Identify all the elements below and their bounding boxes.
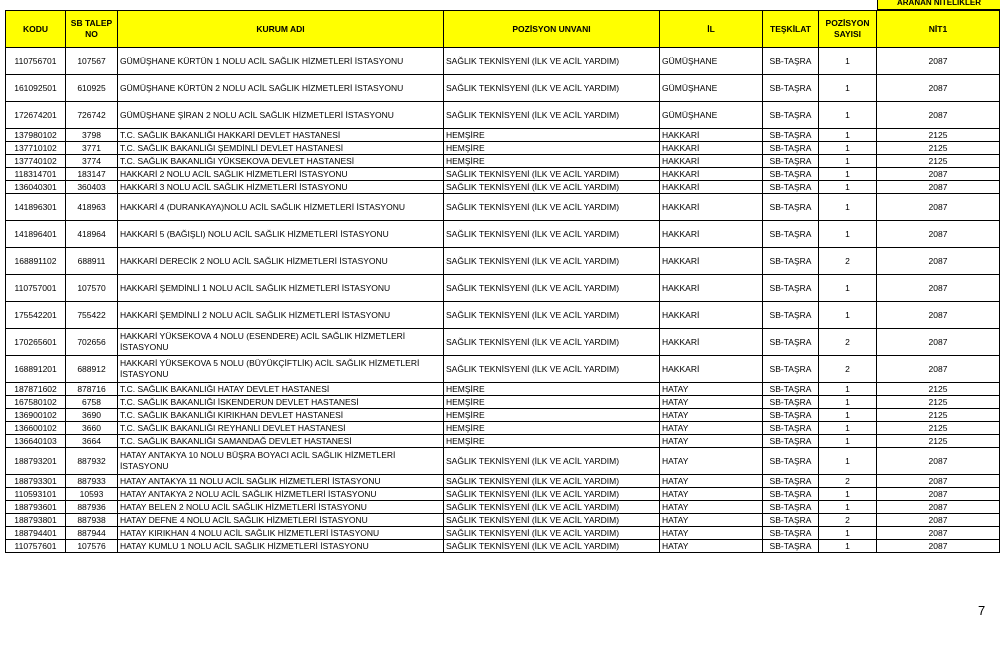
cell-teskilat: SB-TAŞRA bbox=[763, 475, 819, 488]
cell-nit1: 2125 bbox=[877, 129, 1000, 142]
cell-pozisyon-unvani: SAĞLIK TEKNİSYENİ (İLK VE ACİL YARDIM) bbox=[444, 248, 660, 275]
table-row bbox=[6, 448, 1000, 475]
cell-pozisyon-unvani: SAĞLIK TEKNİSYENİ (İLK VE ACİL YARDIM) bbox=[444, 102, 660, 129]
cell-teskilat: SB-TAŞRA bbox=[763, 221, 819, 248]
cell-pozisyon-unvani: SAĞLIK TEKNİSYENİ (İLK VE ACİL YARDIM) bbox=[444, 356, 660, 383]
cell-il: HATAY bbox=[660, 501, 763, 514]
cell-kodu: 161092501 bbox=[6, 75, 66, 102]
cell-pozisyon-unvani: SAĞLIK TEKNİSYENİ (İLK VE ACİL YARDIM) bbox=[444, 329, 660, 356]
cell-sb-talep-no: 3690 bbox=[66, 409, 118, 422]
header-nit1: NİT1 bbox=[877, 11, 1000, 48]
cell-kodu: 136900102 bbox=[6, 409, 66, 422]
cell-kodu: 168891201 bbox=[6, 356, 66, 383]
cell-pozisyon-sayisi: 1 bbox=[819, 448, 877, 475]
cell-pozisyon-sayisi: 1 bbox=[819, 181, 877, 194]
cell-pozisyon-unvani: HEMŞİRE bbox=[444, 383, 660, 396]
cell-kodu: 136640103 bbox=[6, 435, 66, 448]
cell-teskilat: SB-TAŞRA bbox=[763, 501, 819, 514]
table-row bbox=[6, 194, 1000, 221]
cell-kurum-adi: HAKKARİ YÜKSEKOVA 4 NOLU (ESENDERE) ACİL SAĞLIK HİZMETLERİ İSTASYONU bbox=[118, 329, 444, 356]
table-row bbox=[6, 435, 1000, 448]
cell-il: HAKKARİ bbox=[660, 155, 763, 168]
cell-kurum-adi: HATAY DEFNE 4 NOLU ACİL SAĞLIK HİZMETLERİ İSTASYONU bbox=[118, 514, 444, 527]
cell-il: HATAY bbox=[660, 448, 763, 475]
cell-teskilat: SB-TAŞRA bbox=[763, 383, 819, 396]
cell-sb-talep-no: 418963 bbox=[66, 194, 118, 221]
cell-kurum-adi: T.C. SAĞLIK BAKANLIĞI İSKENDERUN DEVLET HASTANESİ bbox=[118, 396, 444, 409]
cell-kurum-adi: GÜMÜŞHANE ŞİRAN 2 NOLU ACİL SAĞLIK HİZMETLERİ İSTASYONU bbox=[118, 102, 444, 129]
cell-pozisyon-sayisi: 1 bbox=[819, 383, 877, 396]
cell-pozisyon-unvani: HEMŞİRE bbox=[444, 409, 660, 422]
cell-kodu: 172674201 bbox=[6, 102, 66, 129]
table-row bbox=[6, 514, 1000, 527]
cell-il: GÜMÜŞHANE bbox=[660, 75, 763, 102]
cell-sb-talep-no: 107567 bbox=[66, 48, 118, 75]
cell-sb-talep-no: 10593 bbox=[66, 488, 118, 501]
cell-sb-talep-no: 887938 bbox=[66, 514, 118, 527]
cell-pozisyon-sayisi: 1 bbox=[819, 142, 877, 155]
cell-kodu: 136600102 bbox=[6, 422, 66, 435]
cell-nit1: 2087 bbox=[877, 501, 1000, 514]
table-row bbox=[6, 129, 1000, 142]
cell-sb-talep-no: 107576 bbox=[66, 540, 118, 553]
cell-teskilat: SB-TAŞRA bbox=[763, 75, 819, 102]
cell-nit1: 2125 bbox=[877, 396, 1000, 409]
cell-pozisyon-unvani: SAĞLIK TEKNİSYENİ (İLK VE ACİL YARDIM) bbox=[444, 448, 660, 475]
table-row bbox=[6, 329, 1000, 356]
cell-sb-talep-no: 3660 bbox=[66, 422, 118, 435]
cell-kodu: 188793201 bbox=[6, 448, 66, 475]
cell-sb-talep-no: 3664 bbox=[66, 435, 118, 448]
cell-nit1: 2087 bbox=[877, 168, 1000, 181]
cell-pozisyon-sayisi: 1 bbox=[819, 435, 877, 448]
cell-nit1: 2087 bbox=[877, 102, 1000, 129]
cell-teskilat: SB-TAŞRA bbox=[763, 275, 819, 302]
cell-kodu: 188793601 bbox=[6, 501, 66, 514]
table-row bbox=[6, 302, 1000, 329]
cell-sb-talep-no: 3771 bbox=[66, 142, 118, 155]
cell-kodu: 168891102 bbox=[6, 248, 66, 275]
cell-pozisyon-unvani: SAĞLIK TEKNİSYENİ (İLK VE ACİL YARDIM) bbox=[444, 221, 660, 248]
cell-sb-talep-no: 6758 bbox=[66, 396, 118, 409]
cell-kodu: 110757001 bbox=[6, 275, 66, 302]
cell-il: HATAY bbox=[660, 514, 763, 527]
cell-sb-talep-no: 107570 bbox=[66, 275, 118, 302]
cell-nit1: 2125 bbox=[877, 142, 1000, 155]
cell-pozisyon-sayisi: 2 bbox=[819, 514, 877, 527]
cell-pozisyon-unvani: SAĞLIK TEKNİSYENİ (İLK VE ACİL YARDIM) bbox=[444, 527, 660, 540]
cell-teskilat: SB-TAŞRA bbox=[763, 142, 819, 155]
cell-kurum-adi: HATAY ANTAKYA 11 NOLU ACİL SAĞLIK HİZMETLERİ İSTASYONU bbox=[118, 475, 444, 488]
cell-kodu: 188794401 bbox=[6, 527, 66, 540]
header-pozisyon-unvani: POZİSYON UNVANI bbox=[444, 11, 660, 48]
table-row bbox=[6, 181, 1000, 194]
cell-nit1: 2087 bbox=[877, 488, 1000, 501]
cell-il: HATAY bbox=[660, 409, 763, 422]
cell-nit1: 2087 bbox=[877, 527, 1000, 540]
cell-il: HATAY bbox=[660, 435, 763, 448]
cell-il: HAKKARİ bbox=[660, 221, 763, 248]
cell-kurum-adi: HATAY ANTAKYA 10 NOLU BÜŞRA BOYACI ACİL SAĞLIK HİZMETLERİ İSTASYONU bbox=[118, 448, 444, 475]
cell-nit1: 2087 bbox=[877, 302, 1000, 329]
cell-sb-talep-no: 878716 bbox=[66, 383, 118, 396]
table-row bbox=[6, 422, 1000, 435]
cell-nit1: 2087 bbox=[877, 194, 1000, 221]
cell-kurum-adi: T.C. SAĞLIK BAKANLIĞI SAMANDAĞ DEVLET HASTANESİ bbox=[118, 435, 444, 448]
cell-il: HAKKARİ bbox=[660, 356, 763, 383]
cell-kurum-adi: GÜMÜŞHANE KÜRTÜN 2 NOLU ACİL SAĞLIK HİZMETLERİ İSTASYONU bbox=[118, 75, 444, 102]
header-sb-talep-no: SB TALEP NO bbox=[66, 11, 118, 48]
cell-pozisyon-unvani: SAĞLIK TEKNİSYENİ (İLK VE ACİL YARDIM) bbox=[444, 181, 660, 194]
cell-teskilat: SB-TAŞRA bbox=[763, 302, 819, 329]
cell-il: HAKKARİ bbox=[660, 181, 763, 194]
cell-il: HAKKARİ bbox=[660, 194, 763, 221]
cell-il: HATAY bbox=[660, 540, 763, 553]
header-teskilat: TEŞKİLAT bbox=[763, 11, 819, 48]
cell-teskilat: SB-TAŞRA bbox=[763, 540, 819, 553]
cell-nit1: 2087 bbox=[877, 448, 1000, 475]
cell-teskilat: SB-TAŞRA bbox=[763, 488, 819, 501]
cell-kurum-adi: T.C. SAĞLIK BAKANLIĞI REYHANLI DEVLET HASTANESİ bbox=[118, 422, 444, 435]
cell-sb-talep-no: 360403 bbox=[66, 181, 118, 194]
cell-pozisyon-sayisi: 1 bbox=[819, 488, 877, 501]
cell-kodu: 137740102 bbox=[6, 155, 66, 168]
cell-il: HAKKARİ bbox=[660, 168, 763, 181]
cell-nit1: 2087 bbox=[877, 181, 1000, 194]
cell-kodu: 137710102 bbox=[6, 142, 66, 155]
cell-pozisyon-unvani: SAĞLIK TEKNİSYENİ (İLK VE ACİL YARDIM) bbox=[444, 194, 660, 221]
cell-teskilat: SB-TAŞRA bbox=[763, 194, 819, 221]
cell-nit1: 2087 bbox=[877, 514, 1000, 527]
cell-pozisyon-unvani: SAĞLIK TEKNİSYENİ (İLK VE ACİL YARDIM) bbox=[444, 48, 660, 75]
cell-kodu: 167580102 bbox=[6, 396, 66, 409]
cell-sb-talep-no: 688911 bbox=[66, 248, 118, 275]
cell-pozisyon-unvani: HEMŞİRE bbox=[444, 422, 660, 435]
cell-il: HAKKARİ bbox=[660, 275, 763, 302]
cell-nit1: 2125 bbox=[877, 155, 1000, 168]
cell-pozisyon-sayisi: 1 bbox=[819, 102, 877, 129]
cell-pozisyon-sayisi: 2 bbox=[819, 356, 877, 383]
cell-il: HAKKARİ bbox=[660, 248, 763, 275]
cell-kodu: 110756701 bbox=[6, 48, 66, 75]
cell-kodu: 137980102 bbox=[6, 129, 66, 142]
cell-kurum-adi: HAKKARİ 3 NOLU ACİL SAĞLIK HİZMETLERİ İSTASYONU bbox=[118, 181, 444, 194]
cell-pozisyon-sayisi: 1 bbox=[819, 501, 877, 514]
cell-pozisyon-sayisi: 1 bbox=[819, 422, 877, 435]
cell-nit1: 2087 bbox=[877, 48, 1000, 75]
cell-nit1: 2125 bbox=[877, 383, 1000, 396]
cell-pozisyon-sayisi: 2 bbox=[819, 248, 877, 275]
cell-sb-talep-no: 887932 bbox=[66, 448, 118, 475]
cell-teskilat: SB-TAŞRA bbox=[763, 356, 819, 383]
cell-pozisyon-unvani: HEMŞİRE bbox=[444, 129, 660, 142]
cell-nit1: 2087 bbox=[877, 275, 1000, 302]
cell-kurum-adi: T.C. SAĞLIK BAKANLIĞI YÜKSEKOVA DEVLET HASTANESİ bbox=[118, 155, 444, 168]
table-row bbox=[6, 248, 1000, 275]
header-kodu: KODU bbox=[6, 11, 66, 48]
cell-pozisyon-unvani: SAĞLIK TEKNİSYENİ (İLK VE ACİL YARDIM) bbox=[444, 501, 660, 514]
cell-sb-talep-no: 610925 bbox=[66, 75, 118, 102]
cell-kurum-adi: HAKKARİ YÜKSEKOVA 5 NOLU (BÜYÜKÇİFTLİK) ACİL SAĞLIK HİZMETLERİ İSTASYONU bbox=[118, 356, 444, 383]
cell-kurum-adi: T.C. SAĞLIK BAKANLIĞI HATAY DEVLET HASTANESİ bbox=[118, 383, 444, 396]
cell-sb-talep-no: 726742 bbox=[66, 102, 118, 129]
cell-kurum-adi: HAKKARİ ŞEMDİNLİ 1 NOLU ACİL SAĞLIK HİZMETLERİ İSTASYONU bbox=[118, 275, 444, 302]
cell-kurum-adi: HAKKARİ 4 (DURANKAYA)NOLU ACİL SAĞLIK HİZMETLERİ İSTASYONU bbox=[118, 194, 444, 221]
cell-pozisyon-unvani: HEMŞİRE bbox=[444, 142, 660, 155]
cell-kurum-adi: HATAY BELEN 2 NOLU ACİL SAĞLIK HİZMETLERİ İSTASYONU bbox=[118, 501, 444, 514]
cell-pozisyon-unvani: SAĞLIK TEKNİSYENİ (İLK VE ACİL YARDIM) bbox=[444, 540, 660, 553]
cell-kurum-adi: T.C. SAĞLIK BAKANLIĞI KIRIKHAN DEVLET HASTANESİ bbox=[118, 409, 444, 422]
cell-pozisyon-unvani: HEMŞİRE bbox=[444, 435, 660, 448]
table-row bbox=[6, 221, 1000, 248]
cell-teskilat: SB-TAŞRA bbox=[763, 448, 819, 475]
cell-pozisyon-unvani: SAĞLIK TEKNİSYENİ (İLK VE ACİL YARDIM) bbox=[444, 514, 660, 527]
table-row bbox=[6, 396, 1000, 409]
cell-kodu: 188793301 bbox=[6, 475, 66, 488]
cell-sb-talep-no: 3774 bbox=[66, 155, 118, 168]
cell-kurum-adi: HATAY KIRIKHAN 4 NOLU ACİL SAĞLIK HİZMETLERİ İSTASYONU bbox=[118, 527, 444, 540]
table-row bbox=[6, 501, 1000, 514]
cell-kurum-adi: HAKKARİ 2 NOLU ACİL SAĞLIK HİZMETLERİ İSTASYONU bbox=[118, 168, 444, 181]
cell-pozisyon-sayisi: 2 bbox=[819, 475, 877, 488]
cell-nit1: 2087 bbox=[877, 475, 1000, 488]
cell-teskilat: SB-TAŞRA bbox=[763, 181, 819, 194]
cell-pozisyon-unvani: SAĞLIK TEKNİSYENİ (İLK VE ACİL YARDIM) bbox=[444, 275, 660, 302]
cell-nit1: 2087 bbox=[877, 75, 1000, 102]
cell-sb-talep-no: 688912 bbox=[66, 356, 118, 383]
cell-pozisyon-unvani: SAĞLIK TEKNİSYENİ (İLK VE ACİL YARDIM) bbox=[444, 302, 660, 329]
cell-kodu: 141896301 bbox=[6, 194, 66, 221]
table-row bbox=[6, 383, 1000, 396]
cell-nit1: 2125 bbox=[877, 435, 1000, 448]
table-row bbox=[6, 75, 1000, 102]
cell-kurum-adi: HAKKARİ 5 (BAĞIŞLI) NOLU ACİL SAĞLIK HİZMETLERİ İSTASYONU bbox=[118, 221, 444, 248]
table-row bbox=[6, 102, 1000, 129]
cell-nit1: 2087 bbox=[877, 329, 1000, 356]
cell-pozisyon-sayisi: 1 bbox=[819, 48, 877, 75]
cell-kurum-adi: HAKKARİ ŞEMDİNLİ 2 NOLU ACİL SAĞLIK HİZMETLERİ İSTASYONU bbox=[118, 302, 444, 329]
table-row bbox=[6, 356, 1000, 383]
cell-kurum-adi: HATAY KUMLU 1 NOLU ACİL SAĞLIK HİZMETLERİ İSTASYONU bbox=[118, 540, 444, 553]
cell-teskilat: SB-TAŞRA bbox=[763, 409, 819, 422]
cell-il: HATAY bbox=[660, 488, 763, 501]
cell-pozisyon-unvani: HEMŞİRE bbox=[444, 396, 660, 409]
positions-table bbox=[5, 10, 1000, 553]
cell-nit1: 2087 bbox=[877, 248, 1000, 275]
cell-kurum-adi: T.C. SAĞLIK BAKANLIĞI ŞEMDİNLİ DEVLET HASTANESİ bbox=[118, 142, 444, 155]
cell-teskilat: SB-TAŞRA bbox=[763, 514, 819, 527]
cell-pozisyon-unvani: SAĞLIK TEKNİSYENİ (İLK VE ACİL YARDIM) bbox=[444, 168, 660, 181]
cell-pozisyon-sayisi: 1 bbox=[819, 527, 877, 540]
cell-teskilat: SB-TAŞRA bbox=[763, 129, 819, 142]
top-section-label: ARANAN NİTELİKLER bbox=[877, 0, 1000, 10]
cell-pozisyon-sayisi: 1 bbox=[819, 129, 877, 142]
cell-il: HAKKARİ bbox=[660, 129, 763, 142]
cell-pozisyon-sayisi: 1 bbox=[819, 540, 877, 553]
table-row bbox=[6, 48, 1000, 75]
cell-teskilat: SB-TAŞRA bbox=[763, 329, 819, 356]
cell-teskilat: SB-TAŞRA bbox=[763, 102, 819, 129]
cell-teskilat: SB-TAŞRA bbox=[763, 168, 819, 181]
cell-pozisyon-sayisi: 1 bbox=[819, 194, 877, 221]
cell-teskilat: SB-TAŞRA bbox=[763, 422, 819, 435]
cell-il: HATAY bbox=[660, 527, 763, 540]
cell-teskilat: SB-TAŞRA bbox=[763, 527, 819, 540]
cell-sb-talep-no: 887936 bbox=[66, 501, 118, 514]
cell-pozisyon-sayisi: 1 bbox=[819, 302, 877, 329]
table-row bbox=[6, 540, 1000, 553]
cell-pozisyon-sayisi: 1 bbox=[819, 396, 877, 409]
cell-pozisyon-sayisi: 1 bbox=[819, 275, 877, 302]
cell-pozisyon-unvani: SAĞLIK TEKNİSYENİ (İLK VE ACİL YARDIM) bbox=[444, 488, 660, 501]
cell-sb-talep-no: 887944 bbox=[66, 527, 118, 540]
cell-il: HATAY bbox=[660, 383, 763, 396]
cell-sb-talep-no: 755422 bbox=[66, 302, 118, 329]
cell-kodu: 141896401 bbox=[6, 221, 66, 248]
table-row bbox=[6, 527, 1000, 540]
cell-teskilat: SB-TAŞRA bbox=[763, 435, 819, 448]
cell-nit1: 2125 bbox=[877, 422, 1000, 435]
table-row bbox=[6, 275, 1000, 302]
cell-pozisyon-unvani: HEMŞİRE bbox=[444, 155, 660, 168]
cell-pozisyon-sayisi: 2 bbox=[819, 329, 877, 356]
cell-kodu: 188793801 bbox=[6, 514, 66, 527]
table-row bbox=[6, 168, 1000, 181]
cell-il: HATAY bbox=[660, 396, 763, 409]
header-kurum-adi: KURUM ADI bbox=[118, 11, 444, 48]
cell-kodu: 170265601 bbox=[6, 329, 66, 356]
cell-pozisyon-sayisi: 1 bbox=[819, 168, 877, 181]
cell-pozisyon-sayisi: 1 bbox=[819, 221, 877, 248]
table-row bbox=[6, 142, 1000, 155]
cell-kodu: 175542201 bbox=[6, 302, 66, 329]
cell-il: HAKKARİ bbox=[660, 142, 763, 155]
cell-kodu: 118314701 bbox=[6, 168, 66, 181]
cell-teskilat: SB-TAŞRA bbox=[763, 155, 819, 168]
table-row bbox=[6, 475, 1000, 488]
cell-il: HATAY bbox=[660, 422, 763, 435]
cell-il: GÜMÜŞHANE bbox=[660, 102, 763, 129]
header-il: İL bbox=[660, 11, 763, 48]
cell-pozisyon-sayisi: 1 bbox=[819, 75, 877, 102]
cell-kurum-adi: T.C. SAĞLIK BAKANLIĞI HAKKARİ DEVLET HASTANESİ bbox=[118, 129, 444, 142]
cell-teskilat: SB-TAŞRA bbox=[763, 248, 819, 275]
page-number: 7 bbox=[978, 603, 986, 618]
cell-sb-talep-no: 183147 bbox=[66, 168, 118, 181]
table-row bbox=[6, 409, 1000, 422]
cell-sb-talep-no: 418964 bbox=[66, 221, 118, 248]
cell-nit1: 2087 bbox=[877, 356, 1000, 383]
cell-il: HAKKARİ bbox=[660, 302, 763, 329]
cell-nit1: 2087 bbox=[877, 221, 1000, 248]
table-header-row bbox=[6, 11, 1000, 48]
cell-kurum-adi: GÜMÜŞHANE KÜRTÜN 1 NOLU ACİL SAĞLIK HİZMETLERİ İSTASYONU bbox=[118, 48, 444, 75]
cell-pozisyon-unvani: SAĞLIK TEKNİSYENİ (İLK VE ACİL YARDIM) bbox=[444, 75, 660, 102]
cell-sb-talep-no: 3798 bbox=[66, 129, 118, 142]
table-row bbox=[6, 155, 1000, 168]
cell-pozisyon-unvani: SAĞLIK TEKNİSYENİ (İLK VE ACİL YARDIM) bbox=[444, 475, 660, 488]
cell-kodu: 136040301 bbox=[6, 181, 66, 194]
cell-sb-talep-no: 702656 bbox=[66, 329, 118, 356]
cell-kodu: 110593101 bbox=[6, 488, 66, 501]
table-row bbox=[6, 488, 1000, 501]
cell-nit1: 2087 bbox=[877, 540, 1000, 553]
cell-pozisyon-sayisi: 1 bbox=[819, 155, 877, 168]
cell-il: HAKKARİ bbox=[660, 329, 763, 356]
cell-teskilat: SB-TAŞRA bbox=[763, 396, 819, 409]
cell-kodu: 187871602 bbox=[6, 383, 66, 396]
cell-kodu: 110757601 bbox=[6, 540, 66, 553]
cell-kurum-adi: HATAY ANTAKYA 2 NOLU ACİL SAĞLIK HİZMETLERİ İSTASYONU bbox=[118, 488, 444, 501]
cell-il: GÜMÜŞHANE bbox=[660, 48, 763, 75]
cell-teskilat: SB-TAŞRA bbox=[763, 48, 819, 75]
cell-nit1: 2125 bbox=[877, 409, 1000, 422]
cell-sb-talep-no: 887933 bbox=[66, 475, 118, 488]
header-pozisyon-sayisi: POZİSYON SAYISI bbox=[819, 11, 877, 48]
cell-il: HATAY bbox=[660, 475, 763, 488]
cell-pozisyon-sayisi: 1 bbox=[819, 409, 877, 422]
cell-kurum-adi: HAKKARİ DERECİK 2 NOLU ACİL SAĞLIK HİZMETLERİ İSTASYONU bbox=[118, 248, 444, 275]
